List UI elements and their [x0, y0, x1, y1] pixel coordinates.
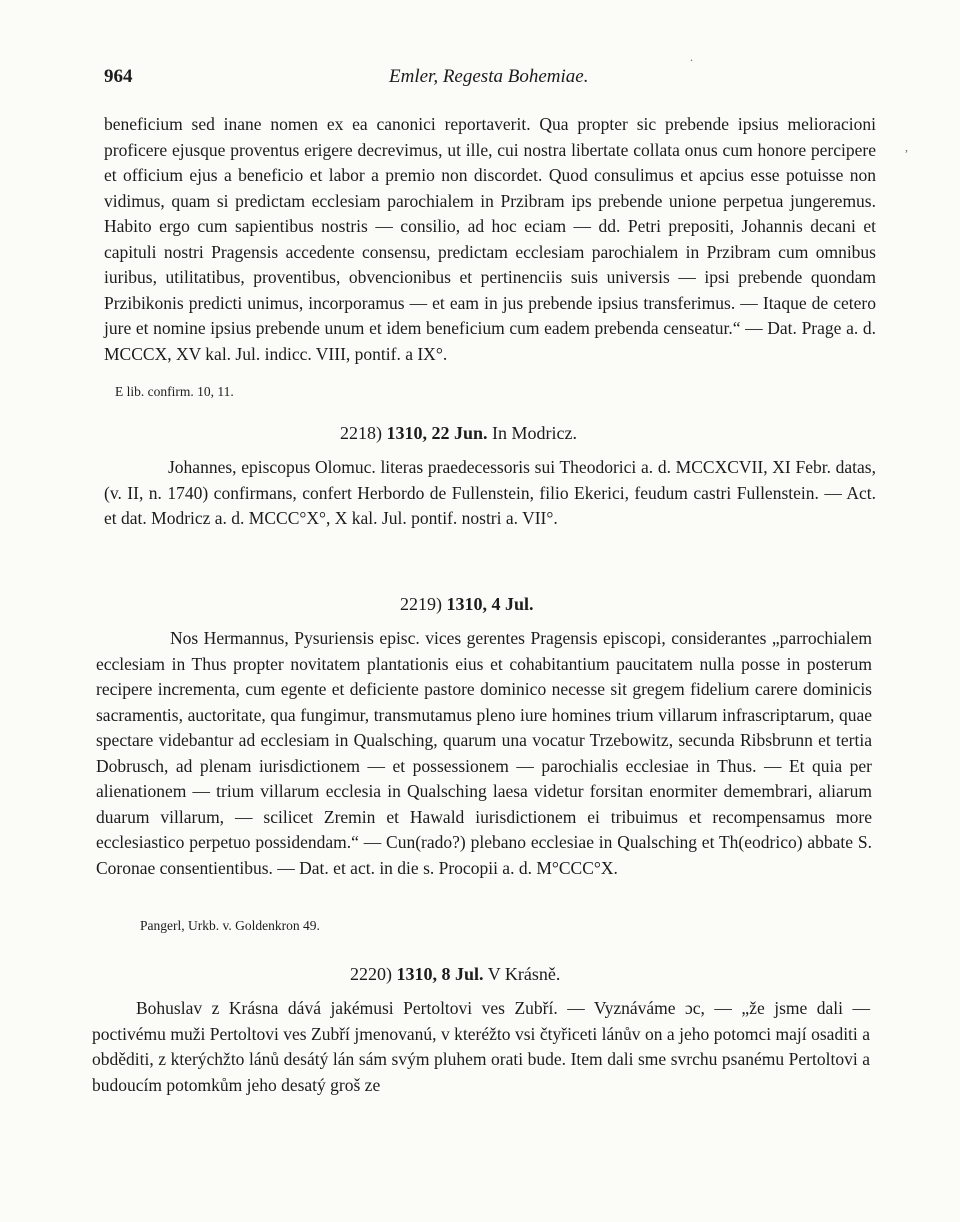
running-title: Emler, Regesta Bohemiae.: [389, 66, 589, 87]
entry-number: 2219): [400, 594, 442, 614]
entry-2218-text: Johannes, episcopus Olomuc. literas praedecessoris sui Theodorici a. d. MCCXCVII, XI Febr. datas, (v. II, n. 1740) confirmans, confert Herbordo de Fullenstein, filio Ekerici, feudum castri Fullenstein. — Act. et dat. Modricz a. d. MCCC°X°, X kal. Jul. pontif. nostri a. VII°.: [104, 457, 876, 528]
entry-2219-text: Nos Hermannus, Pysuriensis episc. vices gerentes Pragensis episcopi, considerantes „parrochialem ecclesiam in Thus propter novitatem plantationis eius et cohabitantium paucitatem nulla posse in posterum recipere incrementa, cum egente et deficiente pastore dominico necesse sit gregem fidelium carere dominicis sacramentis, auctoritate, qua fungimur, transmutamus pleno iure homines trium villarum infrascriptarum, quae spectare videbantur ad ecclesiam in Qualsching, quarum una vocatur Trzebowitz, secunda Ribsbrunn et tertia Dobrusch, ad plenam iurisdictionem — et possessionem — parochialis ecclesiae in Thus. — Et quia per alienationem — trium villarum ecclesia in Qualsching laesa videtur forsitan enormiter demembrari, aliarum duarum villarum, — scilicet Zremin et Hawald iurisdictionem ei tribuimus et recompensamus more ecclesiastico perpetuo possidendam.“ — Cun(rado?) plebano ecclesiae in Qualsching et Th(eodrico) abbate S. Coronae consentientibus. — Dat. et act. in die s. Procopii a. d. M°CCC°X.: [96, 628, 872, 878]
entry-2220-text: Bohuslav z Krásna dává jakémusi Pertoltovi ves Zubří. — Vyznáváme ɔc, — „že jsme dali — poctivému muži Pertoltovi ves Zubří jmenovanú, v kteréžto vsi čtyřiceti lánův on a jeho potomci mají osaditi a obděditi, z kterýchžto lánů desátý lán sám svým pluhem orati bude. Item dali sme svrchu psanému Pertoltovi a budoucím potomkům jeho desatý groš ze: [92, 998, 870, 1095]
entry-heading-2219: [400, 594, 534, 615]
entry-place: In Modricz.: [492, 423, 578, 443]
entry-number: 2220): [350, 964, 392, 984]
entry-number: 2218): [340, 423, 382, 443]
margin-mark: ,: [905, 140, 908, 154]
page-header: [104, 66, 864, 96]
source-citation: Pangerl, Urkb. v. Goldenkron 49.: [140, 918, 320, 933]
source-citation: E lib. confirm. 10, 11.: [115, 384, 234, 399]
entry-place: V Krásně.: [487, 964, 561, 984]
margin-mark: .: [690, 50, 693, 64]
entry-date: 1310, 8 Jul.: [396, 964, 484, 984]
paragraph-continuation: beneficium sed inane nomen ex ea canonici reportaverit. Qua propter sic prebende ipsius melioracioni proficere ejusque proventus erigere decrevimus, ut ille, cui nostra libertate collata onus cum honore percipere et officium ejus a beneficio et labor a premio non discordet. Quod consulimus et apcius esse potuisse non vidimus, quam si predictam ecclesiam parochialem in Przibram ips prebende unione perpetua jungeremus. Habito ergo cum sapientibus nostris — consilio, ad hoc eciam — dd. Petri prepositi, Johannis decani et capituli nostri Pragensis accedente consensu, predictam ecclesiam parochialem in Przibram cum omnibus iuribus, utilitatibus, proventibus, obvencionibus et pertinenciis suis universis — ipsi prebende quondam Przibikonis predicti unimus, incorporamus — et eam in jus prebende ipsius transferimus. — Itaque de cetero jure et nomine ipsius prebende unum et idem beneficium cum eadem prebenda censeatur.“ — Dat. Prage a. d. MCCCX, XV kal. Jul. indicc. VIII, pontif. a IX°.: [104, 114, 876, 364]
page-number: 964: [104, 66, 133, 87]
entry-heading-2218: [340, 423, 577, 444]
entry-date: 1310, 4 Jul.: [446, 594, 534, 614]
entry-date: 1310, 22 Jun.: [386, 423, 488, 443]
entry-heading-2220: [350, 964, 560, 985]
